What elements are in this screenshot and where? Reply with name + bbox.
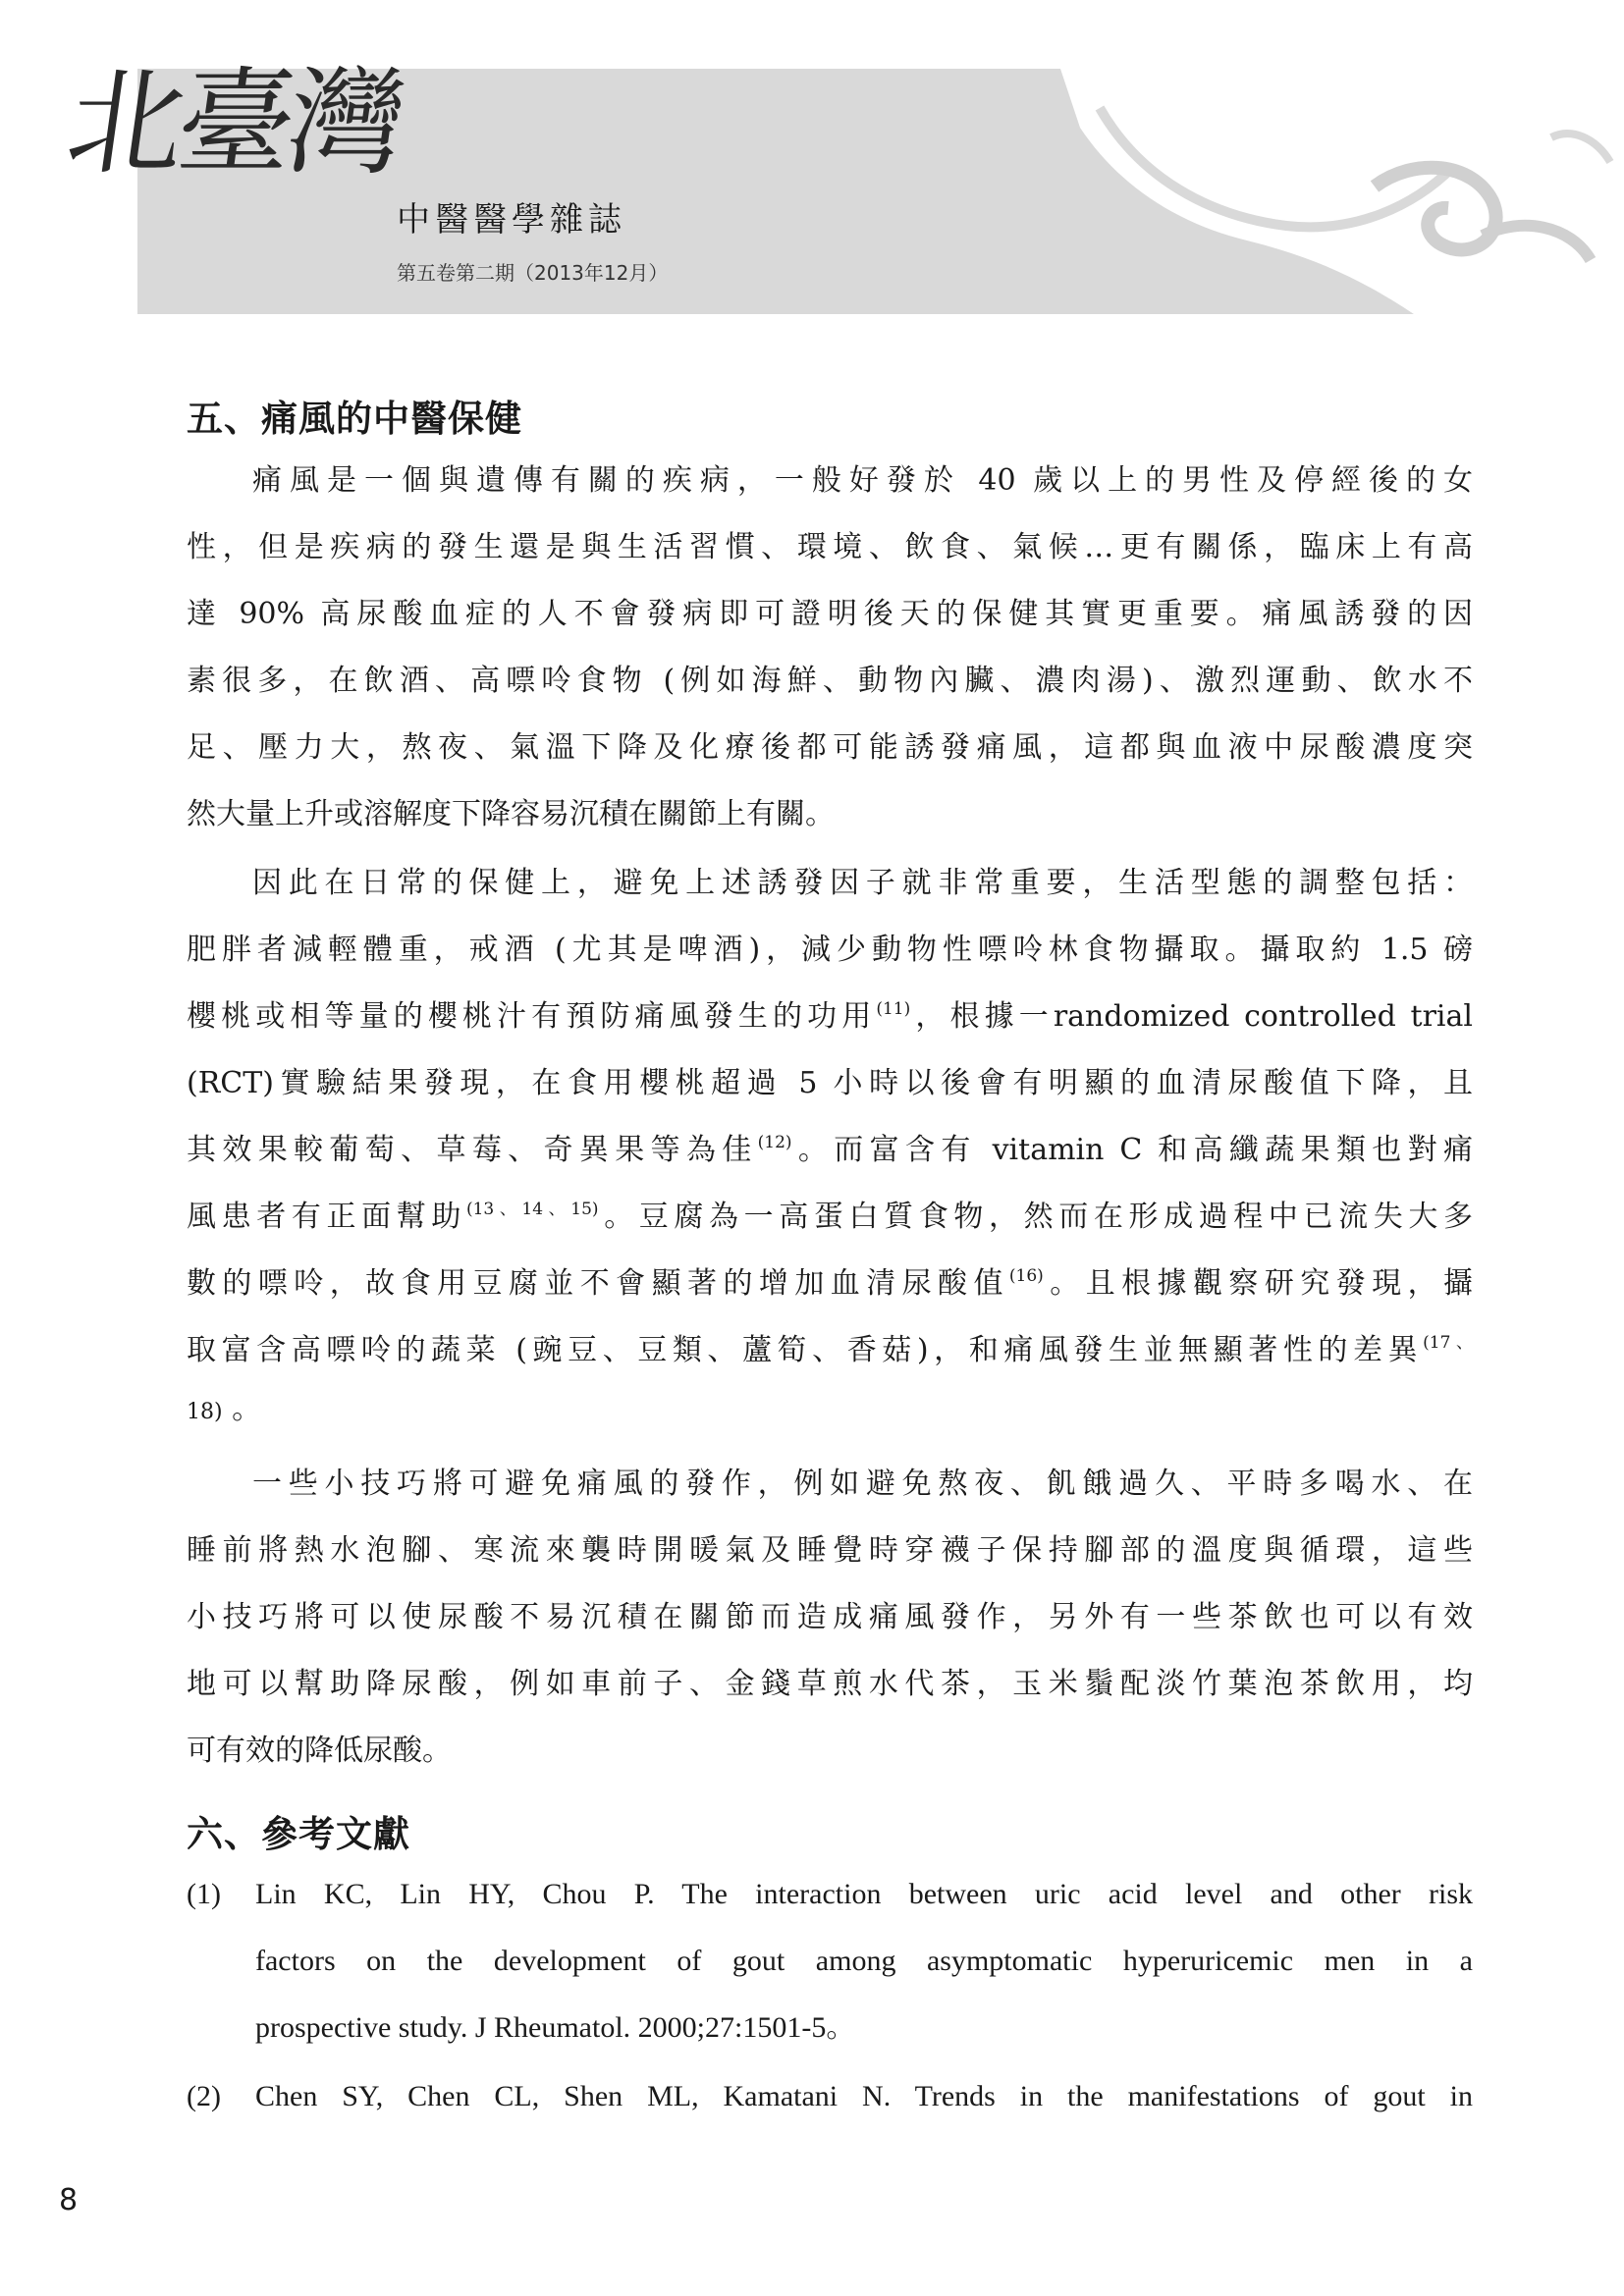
reference-number: (2) xyxy=(187,2080,221,2112)
paragraph-line: (RCT)實驗結果發現，在食用櫻桃超過 5 小時以後會有明顯的血清尿酸值下降，且 xyxy=(187,1066,1473,1100)
section-heading: 五、痛風的中醫保健 xyxy=(187,397,522,440)
paragraph-line: 然大量上升或溶解度下降容易沉積在關節上有關。 xyxy=(187,797,835,831)
paragraph-line: 取富含高嘌呤的蔬菜 (豌豆、豆類、蘆筍、香菇)，和痛風發生並無顯著性的差異$^{(17、}$ xyxy=(187,1333,1473,1367)
reference-line: prospective study. J Rheumatol. 2000;27:1501-5。 xyxy=(255,2011,856,2044)
issue-info: 第五卷第二期（2013年12月） xyxy=(397,261,669,285)
citation: (16) xyxy=(1008,1266,1044,1286)
paragraph-line: 風患者有正面幫助$^{(13、14、15)}$。豆腐為一高蛋白質食物，然而在形成過程中已流失大多 xyxy=(187,1200,1474,1234)
paragraph-line: 數的嘌呤，故食用豆腐並不會顯著的增加血清尿酸值$^{(16)}$。且根據觀察研究發現，攝 xyxy=(187,1266,1474,1301)
reference-line: Lin KC, Lin HY, Chou P. The interaction between uric acid level and other risk xyxy=(255,1878,1473,1910)
paragraph-line: 痛風是一個與遺傳有關的疾病，一般好發於 40 歲以上的男性及停經後的女 xyxy=(252,463,1473,498)
paragraph-line: 18) 。 xyxy=(187,1392,262,1426)
citation: (13、14、15) xyxy=(465,1200,599,1219)
reference-line: Chen SY, Chen CL, Shen ML, Kamatani N. Trends in the manifestations of gout in xyxy=(255,2080,1473,2112)
reference-number: (1) xyxy=(187,1878,221,1910)
paragraph-line: 達 90% 高尿酸血症的人不會發病即可證明後天的保健其實更重要。痛風誘發的因 xyxy=(187,597,1473,631)
citation: (12) xyxy=(757,1133,792,1152)
section-heading: 六、參考文獻 xyxy=(187,1812,410,1855)
paragraph-line: 可有效的降低尿酸。 xyxy=(187,1734,452,1768)
paragraph-line: 其效果較葡萄、草莓、奇異果等為佳$^{(12)}$。而富含有 vitamin C 和高纖蔬果類也對痛 xyxy=(187,1133,1474,1167)
citation: (17、 xyxy=(1423,1333,1473,1353)
cloud-swirl-decoration xyxy=(1060,69,1624,314)
paragraph-line: 櫻桃或相等量的櫻桃汁有預防痛風發生的功用$^{(11)}$，根據一randomized controlled trial xyxy=(187,999,1474,1034)
journal-logo: 北臺灣 xyxy=(59,55,408,190)
citation: (11) xyxy=(876,999,911,1019)
paragraph-line: 素很多，在飲酒、高嘌呤食物 (例如海鮮、動物內臟、濃肉湯)、激烈運動、飲水不 xyxy=(187,664,1473,698)
paragraph-line: 肥胖者減輕體重，戒酒 (尤其是啤酒)，減少動物性嘌呤林食物攝取。攝取約 1.5 磅 xyxy=(187,933,1473,967)
reference-line: factors on the development of gout among asymptomatic hyperuricemic men in a xyxy=(255,1945,1473,1977)
paragraph-line: 性，但是疾病的發生還是與生活習慣、環境、飲食、氣候…更有關係，臨床上有高 xyxy=(187,530,1473,564)
paragraph-line: 因此在日常的保健上，避免上述誘發因子就非常重要，生活型態的調整包括： xyxy=(252,866,1473,900)
paragraph-line: 地可以幫助降尿酸，例如車前子、金錢草煎水代茶，玉米鬚配淡竹葉泡茶飲用，均 xyxy=(187,1667,1473,1701)
paragraph-line: 小技巧將可以使尿酸不易沉積在關節而造成痛風發作，另外有一些茶飲也可以有效 xyxy=(187,1600,1473,1634)
paragraph-line: 睡前將熱水泡腳、寒流來襲時開暖氣及睡覺時穿襪子保持腳部的溫度與循環，這些 xyxy=(187,1533,1473,1568)
paragraph-line: 足、壓力大，熬夜、氣溫下降及化療後都可能誘發痛風，這都與血液中尿酸濃度突 xyxy=(187,730,1473,765)
journal-name: 中醫醫學雜誌 xyxy=(397,200,626,240)
paragraph-line: 一些小技巧將可避免痛風的發作，例如避免熬夜、飢餓過久、平時多喝水、在 xyxy=(252,1467,1473,1501)
page-number: 8 xyxy=(59,2183,79,2217)
